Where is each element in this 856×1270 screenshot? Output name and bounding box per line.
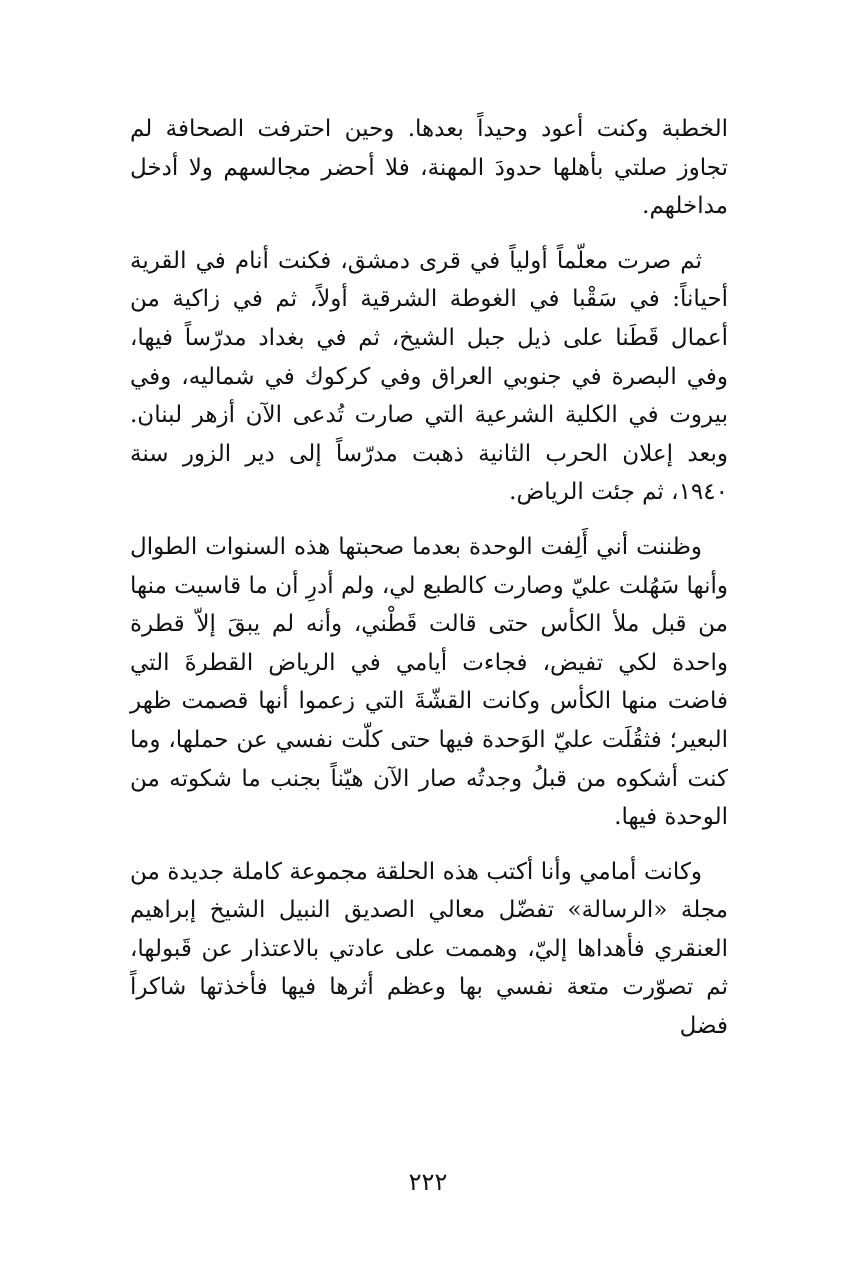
- paragraph-4: وكانت أمامي وأنا أكتب هذه الحلقة مجموعة كاملة جديدة من مجلة «الرسالة» تفضّل معالي الصديق النبيل الشيخ إبراهيم العنقري فأهداها إليّ، وهممت على عادتي بالاعتذار عن قَبولها، ثم تصوّرت متعة نفسي بها وعظم أثرها فيها فأخذتها شاكراً فضل: [130, 858, 728, 1040]
- paragraph-3: وظننت أني أَلِفت الوحدة بعدما صحبتها هذه السنوات الطوال وأنها سَهُلت عليّ وصارت كالطبع لي، ولم أدرِ أن ما قاسيت منها من قبل ملأ الكأس حتى قالت قَطْني، وأنه لم يبقَ إلاّ قطرة واحدة لكي تفيض، فجاءت أيامي في الرياض القطرةَ التي فاضت منها الكأس وكانت القشّةَ التي زعموا أنها قصمت ظهر البعير؛ فثقُلَت عليّ الوَحدة فيها حتى كلّت نفسي عن حملها، وما كنت أشكوه من قبلُ وجدتُه صار الآن هيّناً بجنب ما شكوته من الوحدة فيها.: [130, 533, 728, 831]
- paragraph-1: الخطبة وكنت أعود وحيداً بعدها. وحين احترفت الصحافة لم تجاوز صلتي بأهلها حدودَ المهنة، فلا أحضر مجالسهم ولا أدخل مداخلهم.: [130, 116, 728, 220]
- paragraph-2: ثم صرت معلّماً أولياً في قرى دمشق، فكنت أنام في القرية أحياناً: في سَقْبا في الغوطة الشرقية أولاً، ثم في زاكية من أعمال قَطَنا على ذيل جبل الشيخ، ثم في بغداد مدرّساً فيها، وفي البصرة في جنوبي العراق وفي كركوك في شماليه، وفي بيروت في الكلية الشرعية التي صارت تُدعى الآن أزهر لبنان. وبعد إعلان الحرب الثانية ذهبت مدرّساً إلى دير الزور سنة ١٩٤٠، ثم جئت الرياض.: [130, 247, 728, 506]
- page-number: ٢٢٢: [408, 1168, 448, 1196]
- page-body: [130, 110, 728, 1046]
